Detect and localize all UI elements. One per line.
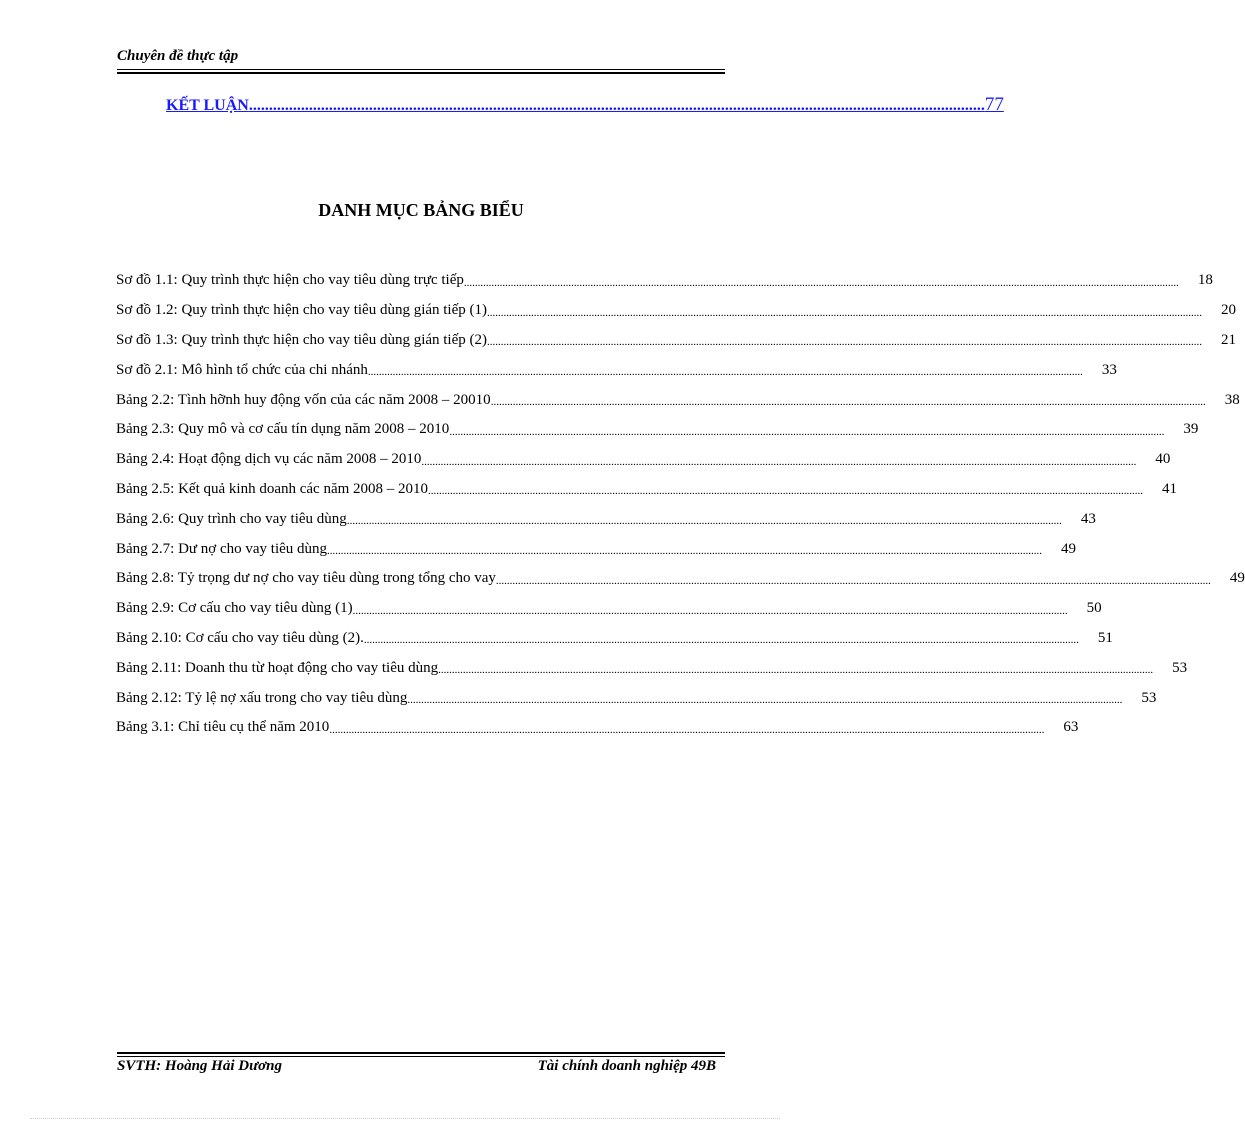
toc-item[interactable]: [116, 475, 1178, 505]
header-rule-bottom: [117, 72, 725, 74]
toc-item[interactable]: [116, 564, 1245, 594]
toc-item[interactable]: [116, 326, 1237, 356]
toc-item-label: Bảng 2.6: Quy trình cho vay tiêu dùng: [116, 510, 347, 527]
toc-dot-leader: ....................................................................................................................................................................................................................................................................: [352, 604, 1068, 617]
toc-item-page: 41: [1162, 480, 1178, 497]
toc-dot-leader: ....................................................................................................................................................................................................................................................................: [346, 515, 1062, 528]
toc-dot-leader: ....................................................................................................................................................................................................................................................................: [487, 336, 1203, 349]
toc-dot-leader: ....................................................................................................................................................................................................................................................................: [438, 664, 1154, 677]
toc-item-page: 51: [1097, 629, 1113, 646]
toc-item[interactable]: [116, 415, 1199, 445]
toc-item-page: 53: [1172, 659, 1188, 676]
toc-item[interactable]: [116, 445, 1171, 475]
toc-link-conclusion[interactable]: [166, 94, 1004, 116]
toc-item-page: 43: [1080, 510, 1096, 527]
toc-item-page: 50: [1086, 600, 1102, 617]
footer-rule-bottom: [117, 1056, 725, 1057]
toc-item-page: 38: [1224, 391, 1240, 408]
toc-item[interactable]: [116, 266, 1213, 296]
toc-item-page: 40: [1155, 451, 1171, 468]
page-title: DANH MỤC BẢNG BIỂU: [318, 200, 524, 220]
toc-dot-leader: ....................................................................................................................................................................................................................................................................: [367, 366, 1083, 379]
toc-item-label: Bảng 2.5: Kết quả kinh doanh các năm 2008 – 2010: [116, 480, 429, 497]
toc-item[interactable]: [116, 296, 1237, 326]
toc-dot-leader: ....................................................................................................................................................................................................................................................................: [449, 425, 1165, 438]
toc-item-label: Sơ đồ 1.1: Quy trình thực hiện cho vay tiêu dùng trực tiếp: [116, 272, 464, 289]
toc-item-label: Sơ đồ 1.2: Quy trình thực hiện cho vay tiêu dùng gián tiếp (1): [116, 302, 488, 319]
toc-item-page: 39: [1183, 421, 1199, 438]
toc-dot-leader: ........................................................................................................................................................................................: [248, 97, 985, 114]
toc-item-label: Bảng 2.8: Tỷ trọng dư nợ cho vay tiêu dùng trong tổng cho vay: [116, 570, 496, 587]
toc-link-conclusion-page: 77: [984, 94, 1004, 115]
toc-link-conclusion-label: KẾT LUẬN: [166, 97, 249, 114]
toc-dot-leader: ....................................................................................................................................................................................................................................................................: [490, 396, 1206, 409]
toc-dot-leader: ....................................................................................................................................................................................................................................................................: [463, 276, 1179, 289]
toc-item[interactable]: [116, 355, 1117, 385]
toc-dot-leader: ....................................................................................................................................................................................................................................................................: [495, 574, 1211, 587]
toc-item-label: Bảng 2.7: Dư nợ cho vay tiêu dùng: [116, 540, 328, 557]
toc-item[interactable]: [116, 713, 1079, 743]
toc-item[interactable]: [116, 385, 1240, 415]
header-rule-top: [117, 69, 725, 70]
toc-item-page: 49: [1229, 570, 1245, 587]
toc-item[interactable]: [116, 594, 1102, 624]
toc-item-page: 63: [1063, 719, 1079, 736]
toc-item-label: Bảng 2.11: Doanh thu từ hoạt động cho vay tiêu dùng: [116, 659, 439, 676]
toc-item-label: Bảng 3.1: Chỉ tiêu cụ thể năm 2010: [116, 719, 330, 736]
toc-item-page: 21: [1221, 331, 1237, 348]
table-list: [116, 266, 1245, 743]
toc-item-label: Bảng 2.12: Tỷ lệ nợ xấu trong cho vay tiêu dùng: [116, 689, 408, 706]
toc-item[interactable]: [116, 683, 1157, 713]
toc-item-page: 18: [1197, 272, 1213, 289]
toc-item-label: Bảng 2.10: Cơ cấu cho vay tiêu dùng (2).: [116, 629, 364, 646]
toc-item[interactable]: [116, 653, 1188, 683]
toc-item-label: Bảng 2.4: Hoạt động dịch vụ các năm 2008 – 2010: [116, 451, 422, 468]
header-title: Chuyên đề thực tập: [117, 48, 239, 64]
toc-item-page: 33: [1101, 361, 1117, 378]
toc-dot-leader: ....................................................................................................................................................................................................................................................................: [421, 455, 1137, 468]
toc-item-label: Bảng 2.3: Quy mô và cơ cấu tín dụng năm 2008 – 2010: [116, 421, 450, 438]
toc-dot-leader: ....................................................................................................................................................................................................................................................................: [428, 485, 1144, 498]
toc-item-label: Bảng 2.9: Cơ cấu cho vay tiêu dùng (1): [116, 600, 353, 617]
toc-item-page: 53: [1141, 689, 1157, 706]
toc-item[interactable]: [116, 534, 1077, 564]
toc-dot-leader: ....................................................................................................................................................................................................................................................................: [363, 634, 1079, 647]
toc-dot-leader: ....................................................................................................................................................................................................................................................................: [487, 306, 1203, 319]
footer-department: Tài chính doanh nghiệp 49B: [537, 1058, 716, 1074]
toc-item-page: 20: [1221, 302, 1237, 319]
toc-item[interactable]: [116, 504, 1096, 534]
toc-item-label: Bảng 2.2: Tình hỡnh huy động vốn của các năm 2008 – 20010: [116, 391, 491, 408]
page-edge-line: [30, 1118, 780, 1119]
footer-rule-top: [117, 1052, 725, 1054]
toc-item[interactable]: [116, 624, 1113, 654]
toc-dot-leader: ....................................................................................................................................................................................................................................................................: [407, 694, 1123, 707]
toc-dot-leader: ....................................................................................................................................................................................................................................................................: [329, 723, 1045, 736]
toc-item-label: Sơ đồ 1.3: Quy trình thực hiện cho vay tiêu dùng gián tiếp (2): [116, 331, 488, 348]
footer-author: SVTH: Hoàng Hải Dương: [117, 1058, 282, 1074]
toc-item-label: Sơ đồ 2.1: Mô hình tổ chức của chi nhánh: [116, 361, 368, 378]
toc-dot-leader: ....................................................................................................................................................................................................................................................................: [327, 545, 1043, 558]
toc-item-page: 49: [1061, 540, 1077, 557]
